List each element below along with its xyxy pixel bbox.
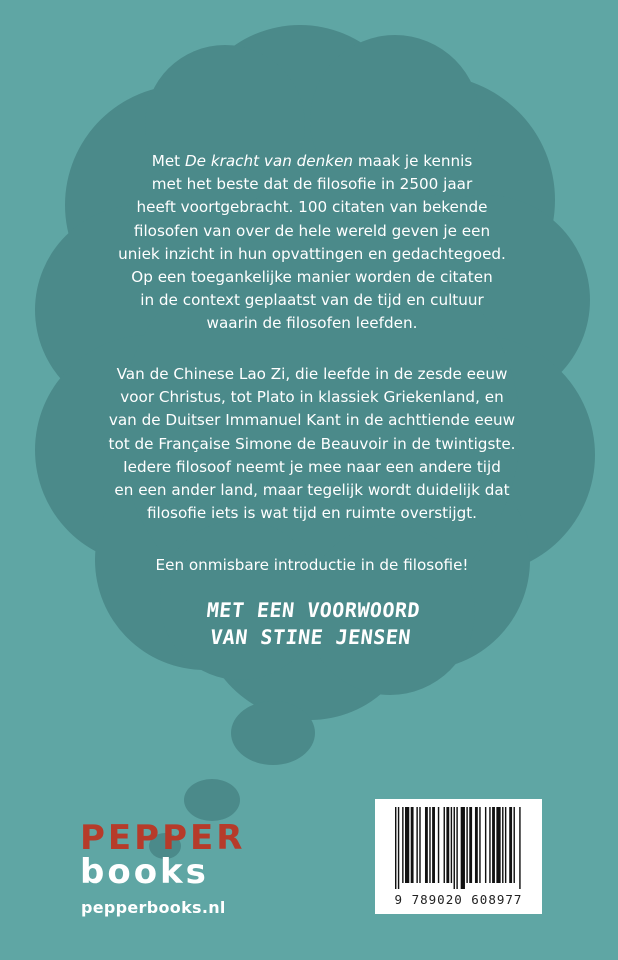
publisher-url[interactable]: pepperbooks.nl <box>81 898 226 917</box>
blurb-line: Op een toegankelijke manier worden de citaten <box>131 268 493 287</box>
blurb-line: met het beste dat de filosofie in 2500 jaar <box>151 175 473 194</box>
book-title: De kracht van denken <box>184 152 354 170</box>
barcode-bar <box>454 807 455 889</box>
barcode-bar <box>475 807 478 883</box>
blurb-line: van de Duitser Immanuel Kant in de achttiende eeuw <box>108 411 516 430</box>
blurb-line: Van de Chinese Lao Zi, die leefde in de zesde eeuw <box>116 365 508 383</box>
barcode-bar <box>466 807 467 883</box>
barcode-bar <box>446 807 449 883</box>
barcode-bar <box>469 807 472 883</box>
isbn-number: 9 789020 608977 <box>394 892 523 907</box>
barcode <box>375 799 542 914</box>
barcode-bar <box>509 807 512 883</box>
barcode-bar <box>451 807 452 883</box>
barcode-bar <box>405 807 409 883</box>
blurb-paragraph-3 <box>92 554 532 577</box>
barcode-bar <box>429 807 430 883</box>
barcode-bar <box>444 807 445 883</box>
barcode-bar <box>395 807 396 889</box>
barcode-bar <box>489 807 490 883</box>
foreword-line-2: VAN STINE JENSEN <box>209 625 413 649</box>
barcode-bar <box>479 807 480 883</box>
blurb-line: voor Christus, tot Plato in klassiek Griekenland, en <box>120 388 504 407</box>
barcode-bar <box>514 807 515 883</box>
barcode-bar <box>461 807 465 889</box>
barcode-bar <box>425 807 428 883</box>
barcode-bar <box>502 807 503 883</box>
barcode-bar <box>456 807 457 889</box>
barcode-bar <box>438 807 439 883</box>
blurb-text: maak je kennis <box>353 152 473 170</box>
blurb-paragraph-2 <box>92 363 532 525</box>
blurb-paragraph-1 <box>92 150 532 336</box>
publisher-logo-pepper: PEPPER <box>80 818 246 858</box>
barcode-bar <box>398 807 399 889</box>
barcode-bar <box>496 807 500 883</box>
publisher-logo-books: books <box>80 852 209 892</box>
blurb-text: Met <box>151 152 185 170</box>
foreword-credit <box>107 597 517 651</box>
barcode-bar <box>416 807 417 883</box>
barcode-bar <box>492 807 495 883</box>
blurb-line: in de context geplaatst van de tijd en cultuur <box>140 291 484 310</box>
barcode-bar <box>419 807 420 883</box>
blurb-tagline: Een onmisbare introductie in de filosofie! <box>155 556 469 574</box>
blurb-line: Iedere filosoof neemt je mee naar een andere tijd <box>123 457 501 476</box>
barcode-bar <box>519 807 520 889</box>
foreword-line-1: MET EEN VOORWOORD <box>205 598 422 622</box>
barcode-bar <box>402 807 403 883</box>
blurb-line: filosofen van over de hele wereld geven je een <box>133 221 491 240</box>
thought-bubble <box>184 779 240 821</box>
blurb-line: filosofie iets is wat tijd en ruimte overstijgt. <box>146 504 478 523</box>
blurb-line: en een ander land, maar tegelijk wordt duidelijk dat <box>114 481 510 500</box>
blurb-line: heeft voortgebracht. 100 citaten van bekende <box>136 198 488 217</box>
barcode-bar <box>505 807 506 883</box>
blurb-line: tot de Française Simone de Beauvoir in de twintigste. <box>108 434 516 453</box>
blurb-line: uniek inzicht in hun opvattingen en gedachtegoed. <box>118 244 506 263</box>
blurb-line: waarin de filosofen leefden. <box>206 314 418 333</box>
barcode-bar <box>432 807 435 883</box>
barcode-bars <box>395 807 522 889</box>
blurb-first-line <box>92 150 532 173</box>
thought-bubble <box>231 701 315 765</box>
barcode-bar <box>411 807 414 883</box>
barcode-bar <box>485 807 486 883</box>
